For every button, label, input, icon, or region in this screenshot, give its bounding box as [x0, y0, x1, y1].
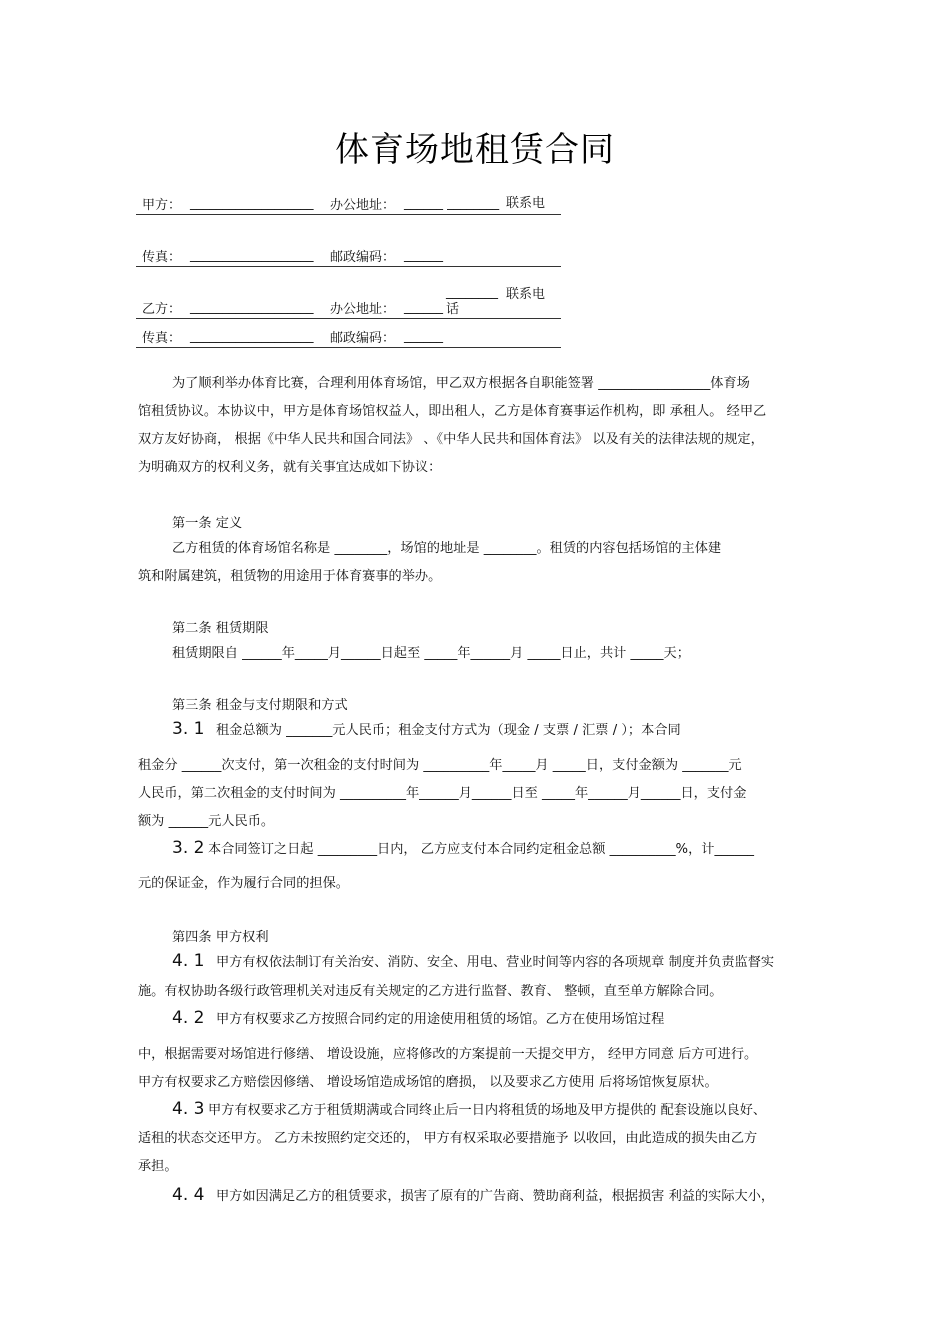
clause-4-3-number: 4. 3 — [172, 1099, 205, 1119]
party-a-address-blank[interactable]: ______ ________ — [404, 196, 500, 211]
clause-4-4-text: 甲方如因满足乙方的租赁要求，损害了原有的广告商、赞助商利益，根据损害 利益的实际大小， — [216, 1189, 775, 1204]
party-a-fax-underline — [136, 266, 561, 267]
clause-3-2-number: 3. 2 — [172, 838, 205, 858]
party-b-fax-blank[interactable]: ___________________ — [190, 329, 314, 344]
article-3-heading: 第三条 租金与支付期限和方式 — [172, 698, 348, 713]
page-title: 体育场地租赁合同 — [335, 130, 615, 170]
clause-4-4-number: 4. 4 — [172, 1185, 205, 1205]
party-a-label: 甲方： — [142, 198, 182, 213]
preamble-line: 双方友好协商， 根据《中华人民共和国合同法》 、《中华人民共和国体育法》 以及有关的法律法规的规定， — [138, 432, 764, 447]
party-b-underline — [136, 318, 561, 319]
party-a-postcode-label: 邮政编码： — [330, 250, 396, 265]
clause-4-3-text: 甲方有权要求乙方于租赁期满或合同终止后一日内将租赁的场地及甲方提供的 配套设施以良好、 — [208, 1103, 767, 1118]
clause-4-1-text: 甲方有权依法制订有关治安、消防、安全、用电、营业时间等内容的各项规章 制度并负责监督实 — [216, 955, 775, 970]
article-2-line: 租赁期限自 ______年_____月______日起至 _____年______月 _____日止，共计 _____天； — [172, 646, 690, 661]
clause-4-3-line: 适租的状态交还甲方。 乙方未按照约定交还的， 甲方有权采取必要措施予 以收回，由此造成的损失由乙方 — [138, 1131, 758, 1146]
clause-4-2-text: 甲方有权要求乙方按照合同约定的用途使用租赁的场馆。乙方在使用场馆过程 — [216, 1012, 665, 1027]
clause-4-3-line: 承担。 — [138, 1159, 178, 1174]
clause-3-1-line: 租金分 ______次支付，第一次租金的支付时间为 __________年_____月 _____日，支付金额为 _______元 — [138, 758, 742, 773]
party-b-phone-blank[interactable]: ________ — [446, 285, 498, 300]
party-b-postcode-blank[interactable]: ______ — [404, 329, 443, 344]
party-b-phone-label: 联系电 — [506, 287, 546, 302]
party-b-address-label: 办公地址： — [330, 302, 396, 317]
article-1-line: 筑和附属建筑，租赁物的用途用于体育赛事的举办。 — [138, 569, 442, 584]
clause-4-2-line: 甲方有权要求乙方赔偿因修缮、 增设场馆造成场馆的磨损， 以及要求乙方使用 后将场馆恢复原状。 — [138, 1075, 718, 1090]
party-b-fax-label: 传真： — [142, 331, 182, 346]
party-b-label: 乙方： — [142, 302, 182, 317]
preamble-line: 为了顺利举办体育比赛，合理利用体育场馆，甲乙双方根据各自职能签署 _________________体育场 — [172, 376, 750, 391]
clause-3-2-line: 元的保证金，作为履行合同的担保。 — [138, 876, 349, 891]
preamble-line: 馆租赁协议。本协议中，甲方是体育场馆权益人，即出租人，乙方是体育赛事运作机构，即 承租人。 经甲乙 — [138, 404, 767, 419]
clause-3-1-text: 租金总额为 _______元人民币；租金支付方式为（现金 / 支票 / 汇票 / ）；本合同 — [216, 723, 681, 738]
clause-3-1-number: 3. 1 — [172, 719, 205, 739]
party-b-postcode-label: 邮政编码： — [330, 331, 396, 346]
party-a-fax-blank[interactable]: ___________________ — [190, 248, 314, 263]
clause-3-1-line: 额为 ______元人民币。 — [138, 814, 275, 829]
article-2-heading: 第二条 租赁期限 — [172, 621, 269, 636]
party-a-fax-label: 传真： — [142, 250, 182, 265]
party-b-name-blank[interactable]: ___________________ — [190, 300, 314, 315]
clause-4-1-number: 4. 1 — [172, 951, 205, 971]
preamble-line: 为明确双方的权利义务，就有关事宜达成如下协议： — [138, 460, 442, 475]
article-4-heading: 第四条 甲方权利 — [172, 930, 269, 945]
clause-3-2-text: 本合同签订之日起 _________日内， 乙方应支付本合同约定租金总额 __________%，计______ — [208, 842, 755, 857]
party-b-phone-end: 话 — [446, 302, 460, 317]
party-a-postcode-blank[interactable]: ______ — [404, 248, 443, 263]
article-1-heading: 第一条 定义 — [172, 516, 243, 531]
party-a-address-label: 办公地址： — [330, 198, 396, 213]
clause-4-1-line: 施。有权协助各级行政管理机关对违反有关规定的乙方进行监督、教育、 整顿，直至单方解除合同。 — [138, 984, 723, 999]
article-1-line: 乙方租赁的体育场馆名称是 ________，场馆的地址是 ________。租赁的内容包括场馆的主体建 — [172, 541, 722, 556]
party-b-address-blank[interactable]: ______ — [404, 300, 443, 315]
party-a-underline — [136, 214, 561, 215]
clause-4-2-line: 中，根据需要对场馆进行修缮、 增设设施，应将修改的方案提前一天提交甲方， 经甲方同意 后方可进行。 — [138, 1047, 758, 1062]
clause-3-1-line: 人民币，第二次租金的支付时间为 __________年______月______日至 _____年______月______日，支付金 — [138, 786, 747, 801]
party-a-name-blank[interactable]: ___________________ — [190, 196, 314, 211]
party-b-fax-underline — [136, 347, 561, 348]
party-a-phone-label: 联系电 — [506, 196, 546, 211]
clause-4-2-number: 4. 2 — [172, 1008, 205, 1028]
